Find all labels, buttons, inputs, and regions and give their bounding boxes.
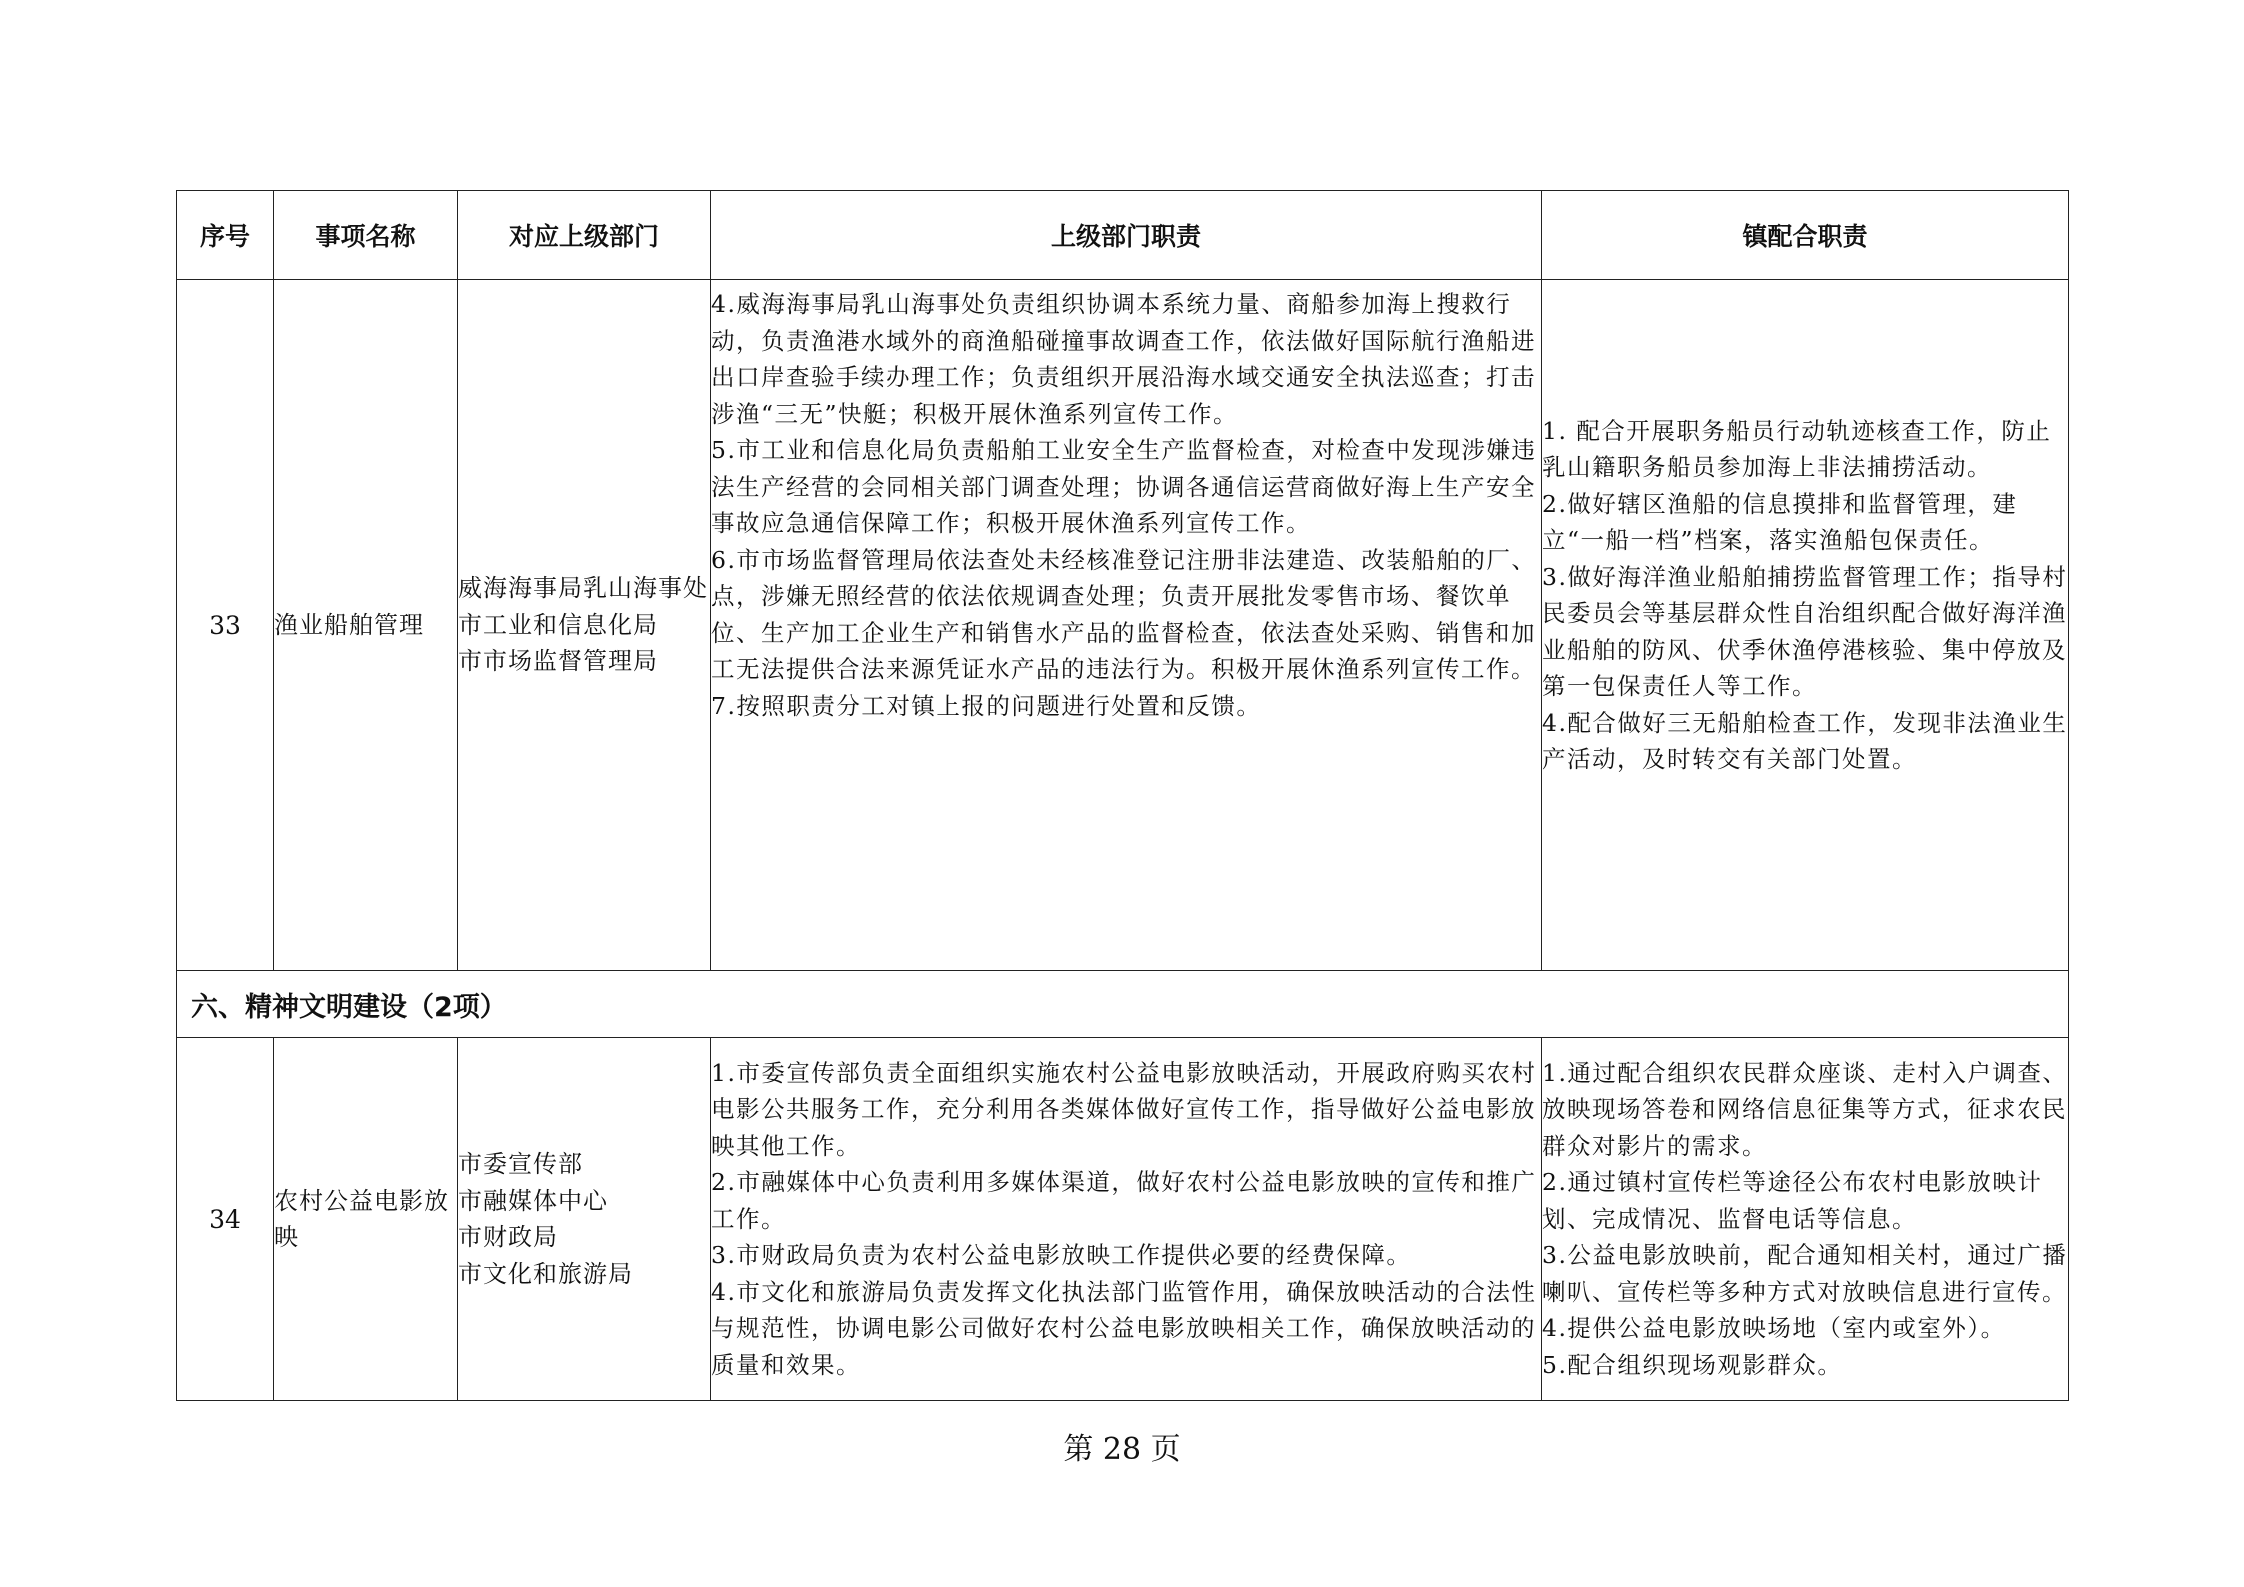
duty-list bbox=[711, 280, 1542, 971]
header-duty: 上级部门职责 bbox=[711, 191, 1542, 280]
cooperation-item: 4.提供公益电影放映场地（室内或室外）。 bbox=[1542, 1314, 2006, 1343]
duty-item: 4.威海海事局乳山海事处负责组织协调本系统力量、商船参加海上搜救行动，负责渔港水域外的商渔船碰撞事故调查工作，依法做好国际航行渔船进出口岸查验手续办理工作；负责组织开展沿海水域交通安全执法巡查；打击涉渔“三无”快艇；积极开展休渔系列宣传工作。 bbox=[711, 290, 1536, 428]
table-row-33 bbox=[177, 280, 2069, 971]
cooperation-item: 4.配合做好三无船舶检查工作，发现非法渔业生产活动，及时转交有关部门处置。 bbox=[1542, 708, 2068, 773]
duty-list bbox=[711, 1038, 1542, 1401]
cooperation-item: 1.通过配合组织农民群众座谈、走村入户调查、放映现场答卷和网络信息征集等方式，征求农民群众对影片的需求。 bbox=[1542, 1058, 2068, 1160]
department-line: 市委宣传部 bbox=[458, 1150, 583, 1178]
header-dept: 对应上级部门 bbox=[458, 191, 711, 280]
table-row-34 bbox=[177, 1038, 2069, 1401]
header-coop: 镇配合职责 bbox=[1542, 191, 2069, 280]
section-row bbox=[177, 971, 2069, 1038]
cooperation-item: 3.做好海洋渔业船舶捕捞监督管理工作；指导村民委员会等基层群众性自治组织配合做好海洋渔业船舶的防风、伏季休渔停港核验、集中停放及第一包保责任人等工作。 bbox=[1542, 562, 2068, 700]
duty-item: 7.按照职责分工对镇上报的问题进行处置和反馈。 bbox=[711, 691, 1262, 720]
department-line: 市文化和旅游局 bbox=[458, 1259, 633, 1288]
duty-item: 1.市委宣传部负责全面组织实施农村公益电影放映活动，开展政府购买农村电影公共服务工作，充分利用各类媒体做好宣传工作，指导做好公益电影放映其他工作。 bbox=[711, 1058, 1537, 1160]
cooperation-item: 5.配合组织现场观影群众。 bbox=[1542, 1350, 1843, 1379]
cooperation-item: 2.做好辖区渔船的信息摸排和监督管理，建立“一船一档”档案，落实渔船包保责任。 bbox=[1542, 489, 2018, 554]
row-number: 34 bbox=[177, 1038, 274, 1401]
duty-item: 3.市财政局负责为农村公益电影放映工作提供必要的经费保障。 bbox=[711, 1241, 1412, 1270]
duty-item: 5.市工业和信息化局负责船舶工业安全生产监督检查，对检查中发现涉嫌违法生产经营的会同相关部门调查处理；协调各通信运营商做好海上生产安全事故应急通信保障工作；积极开展休渔系列宣传工作。 bbox=[711, 436, 1537, 537]
responsibility-table bbox=[176, 190, 2069, 1401]
duty-item: 4.市文化和旅游局负责发挥文化执法部门监管作用，确保放映活动的合法性与规范性，协调电影公司做好农村公益电影放映相关工作，确保放映活动的质量和效果。 bbox=[711, 1277, 1537, 1379]
department-line: 市市场监督管理局 bbox=[458, 647, 658, 676]
cooperation-item: 1. 配合开展职务船员行动轨迹核查工作，防止乳山籍职务船员参加海上非法捕捞活动。 bbox=[1542, 416, 2052, 481]
page-number: 第 28 页 bbox=[1063, 1432, 1181, 1467]
department-line: 市融媒体中心 bbox=[458, 1186, 608, 1215]
item-name: 农村公益电影放映 bbox=[274, 1038, 458, 1401]
cooperation-list bbox=[1542, 1038, 2069, 1401]
department-line: 市财政局 bbox=[458, 1223, 558, 1251]
header-name: 事项名称 bbox=[274, 191, 458, 280]
cooperation-list bbox=[1542, 280, 2069, 971]
department-list bbox=[458, 1038, 711, 1401]
department-line: 市工业和信息化局 bbox=[458, 610, 658, 639]
duty-item: 2.市融媒体中心负责利用多媒体渠道，做好农村公益电影放映的宣传和推广工作。 bbox=[711, 1168, 1537, 1233]
duty-item: 6.市市场监督管理局依法查处未经核准登记注册非法建造、改装船舶的厂、点，涉嫌无照经营的依法依规调查处理；负责开展批发零售市场、餐饮单位、生产加工企业生产和销售水产品的监督检查，依法查处采购、销售和加工无法提供合法来源凭证水产品的违法行为。积极开展休渔系列宣传工作。 bbox=[711, 545, 1537, 683]
cooperation-item: 3.公益电影放映前，配合通知相关村，通过广播喇叭、宣传栏等多种方式对放映信息进行宣传。 bbox=[1542, 1241, 2068, 1306]
section-title: 六、精神文明建设（2项） bbox=[177, 971, 2069, 1038]
item-name: 渔业船舶管理 bbox=[274, 280, 458, 971]
department-list bbox=[458, 280, 711, 971]
department-line: 威海海事局乳山海事处 bbox=[458, 574, 708, 603]
header-num: 序号 bbox=[177, 191, 274, 280]
cooperation-item: 2.通过镇村宣传栏等途径公布农村电影放映计划、完成情况、监督电话等信息。 bbox=[1542, 1168, 2043, 1233]
header-row bbox=[177, 191, 2069, 280]
row-number: 33 bbox=[177, 280, 274, 971]
